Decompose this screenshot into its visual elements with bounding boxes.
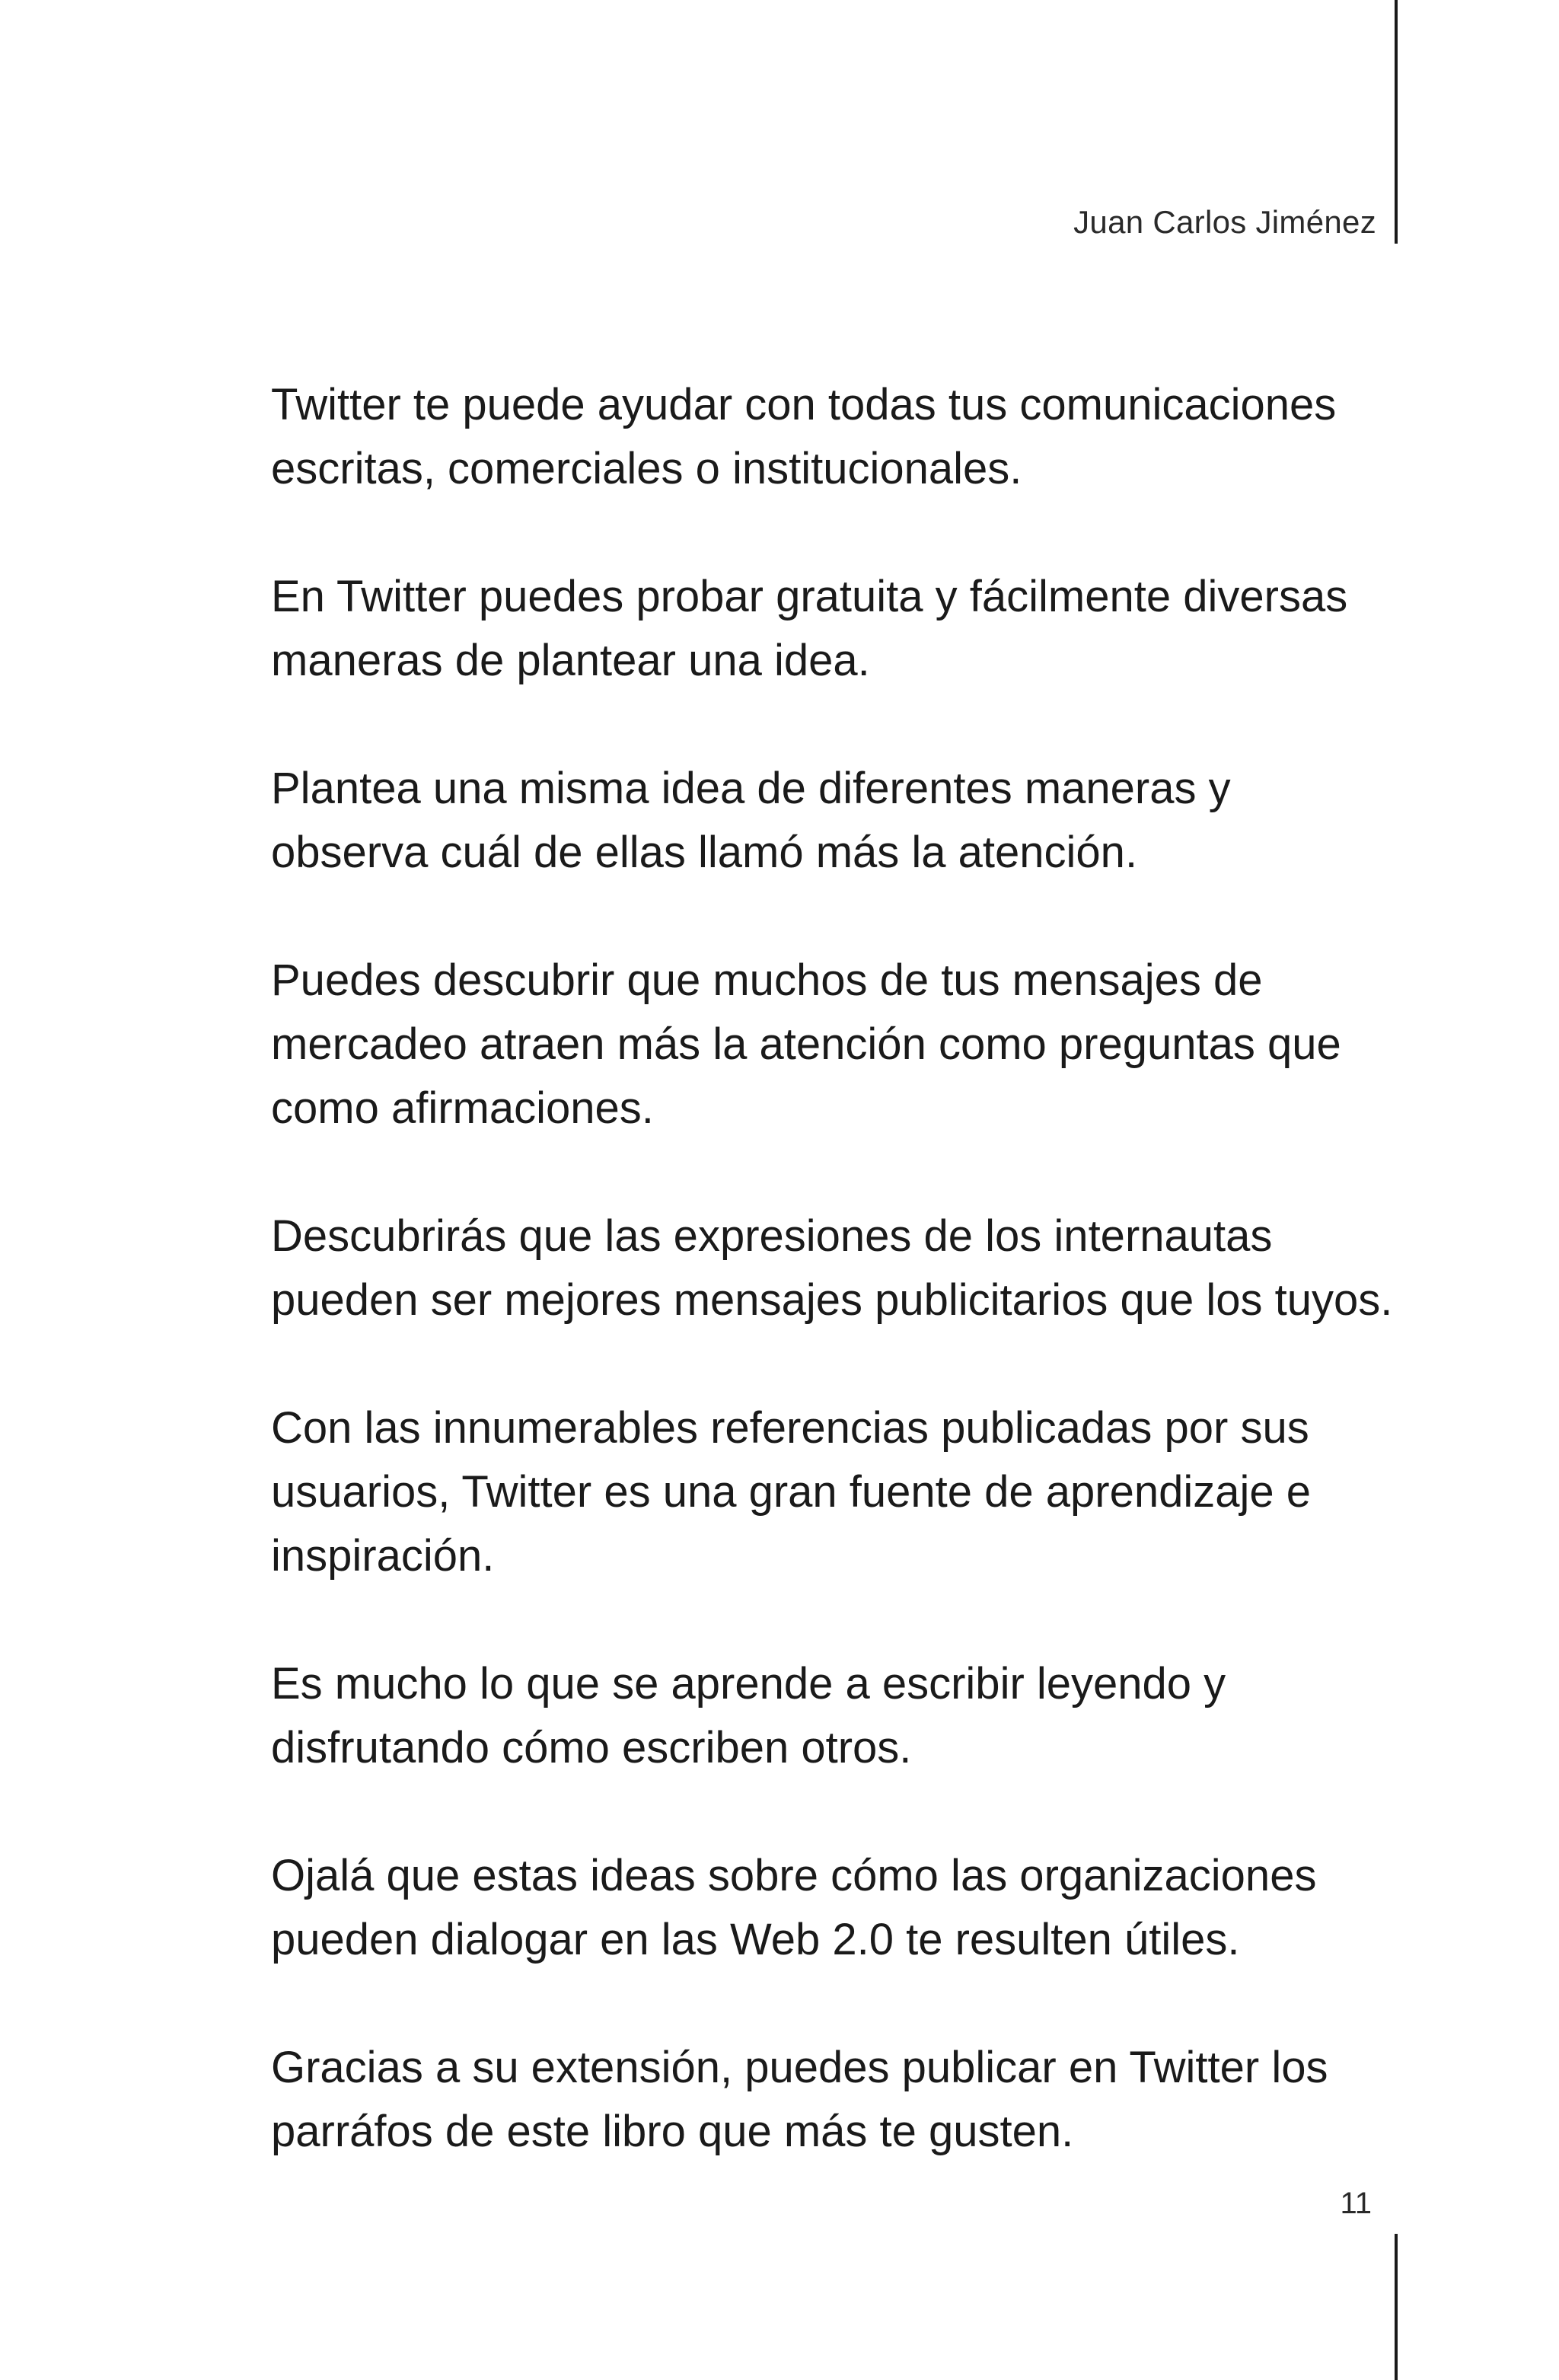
text-line: inspiración.: [271, 1531, 495, 1581]
text-line: Twitter te puede ayudar con todas tus comunicaciones: [271, 380, 1337, 429]
text-line: mercadeo atraen más la atención como preguntas que: [271, 1019, 1341, 1069]
top-margin-rule: [1395, 0, 1398, 244]
text-line: disfrutando cómo escriben otros.: [271, 1723, 912, 1772]
paragraph: [271, 373, 1390, 501]
text-line: En Twitter puedes probar gratuita y fácilmente diversas: [271, 572, 1348, 621]
text-line: maneras de plantear una idea.: [271, 636, 870, 685]
text-line: Es mucho lo que se aprende a escribir leyendo y: [271, 1659, 1226, 1708]
text-line: escritas, comerciales o institucionales.: [271, 444, 1022, 493]
text-line: Ojalá que estas ideas sobre cómo las organizaciones: [271, 1851, 1317, 1900]
running-header-author: Juan Carlos Jiménez: [1073, 204, 1376, 240]
text-line: pueden dialogar en las Web 2.0 te resulten útiles.: [271, 1915, 1240, 1964]
bottom-margin-rule: [1395, 2234, 1398, 2380]
paragraph: [271, 1204, 1393, 1332]
paragraph: [271, 757, 1390, 885]
text-line: como afirmaciones.: [271, 1083, 654, 1133]
paragraph: [271, 565, 1390, 693]
text-line: pueden ser mejores mensajes publicitarios que los tuyos.: [271, 1275, 1393, 1325]
text-line: parráfos de este libro que más te gusten.: [271, 2107, 1074, 2156]
text-line: Descubrirás que las expresiones de los internautas: [271, 1211, 1273, 1261]
text-line: Puedes descubrir que muchos de tus mensajes de: [271, 956, 1263, 1005]
paragraph: [271, 1844, 1390, 1972]
paragraph: [271, 1396, 1390, 1588]
paragraph: [271, 1652, 1390, 1780]
text-line: Con las innumerables referencias publicadas por sus: [271, 1403, 1309, 1453]
text-line: Gracias a su extensión, puedes publicar en Twitter los: [271, 2043, 1328, 2092]
page-number: 11: [1340, 2187, 1372, 2220]
paragraph: [271, 2036, 1390, 2164]
page-body: [271, 373, 1393, 2228]
paragraph: [271, 949, 1390, 1141]
text-line: usuarios, Twitter es una gran fuente de aprendizaje e: [271, 1467, 1312, 1517]
text-line: observa cuál de ellas llamó más la atención.: [271, 828, 1138, 877]
text-line: Plantea una misma idea de diferentes maneras y: [271, 764, 1231, 813]
